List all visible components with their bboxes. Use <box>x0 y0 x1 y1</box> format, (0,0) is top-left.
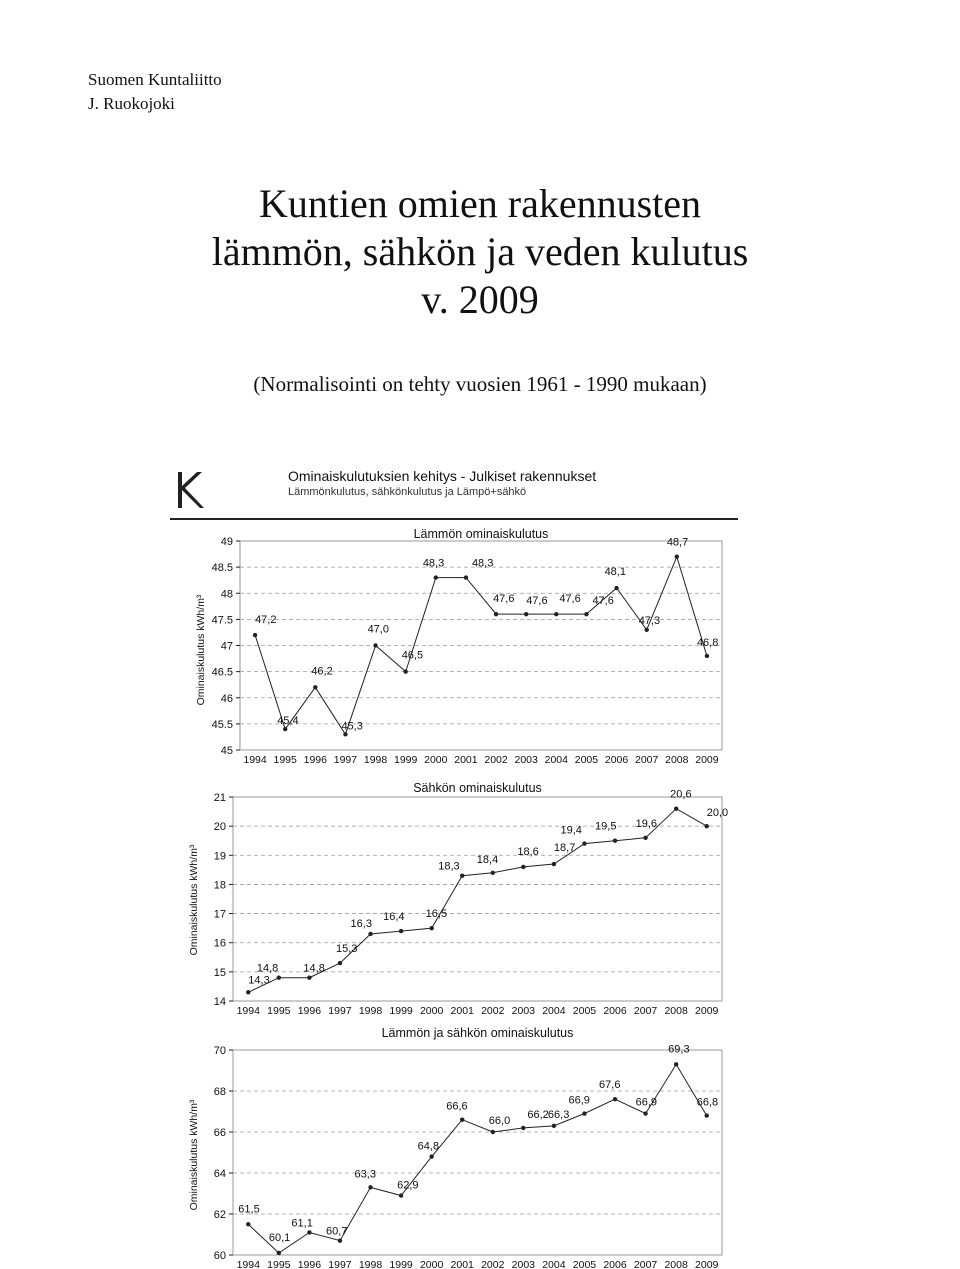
data-label: 48,7 <box>666 536 689 549</box>
data-point <box>584 612 588 616</box>
data-label: 46,5 <box>401 649 424 662</box>
x-tick-label: 2006 <box>603 1005 627 1017</box>
x-tick-label: 2004 <box>542 1005 566 1017</box>
data-point <box>613 1097 617 1101</box>
data-point <box>705 1113 709 1117</box>
x-tick-label: 1997 <box>328 1005 352 1017</box>
data-point <box>338 1238 342 1242</box>
data-label: 62,9 <box>397 1179 419 1192</box>
x-tick-label: 1995 <box>267 1259 291 1269</box>
data-point <box>368 1185 372 1189</box>
data-label: 66,6 <box>446 1100 468 1113</box>
y-axis-label: Ominaiskulutus kWh/m³ <box>195 594 207 706</box>
x-tick-label: 2000 <box>424 754 448 766</box>
y-tick-label: 17 <box>213 908 226 921</box>
y-axis-label: Ominaiskulutus kWh/m³ <box>188 1099 200 1211</box>
data-point <box>705 654 709 658</box>
series-line <box>248 1064 706 1253</box>
data-label: 47,3 <box>638 614 661 627</box>
x-tick-label: 1998 <box>358 1259 383 1269</box>
y-tick-label: 68 <box>213 1086 226 1098</box>
data-point <box>373 643 377 647</box>
data-point <box>614 586 618 590</box>
data-point <box>491 1130 495 1134</box>
data-label: 47,6 <box>559 593 581 606</box>
data-point <box>521 865 525 869</box>
data-label: 63,3 <box>354 1168 376 1181</box>
data-point <box>399 1193 403 1197</box>
data-label: 18,3 <box>438 860 460 873</box>
data-point <box>674 1062 678 1066</box>
y-tick-label: 45 <box>220 745 233 757</box>
data-label: 66,3 <box>547 1108 570 1121</box>
data-point <box>613 839 617 843</box>
data-label: 20,0 <box>706 807 729 820</box>
data-point <box>552 862 556 866</box>
y-tick-label: 20 <box>213 821 226 834</box>
x-tick-label: 1994 <box>236 1259 260 1269</box>
data-label: 66,0 <box>488 1115 511 1127</box>
data-point <box>277 975 281 979</box>
data-label: 66,8 <box>696 1096 719 1109</box>
y-tick-label: 66 <box>213 1127 226 1139</box>
x-tick-label: 2005 <box>574 754 599 766</box>
y-tick-label: 49 <box>220 536 233 548</box>
x-tick-label: 2003 <box>511 1259 536 1269</box>
data-point <box>253 633 257 637</box>
x-tick-label: 2006 <box>603 1259 627 1269</box>
x-tick-label: 2006 <box>604 754 629 766</box>
data-label: 67,6 <box>599 1079 621 1092</box>
data-point <box>582 841 586 845</box>
y-tick-label: 46.5 <box>211 666 233 679</box>
y-tick-label: 19 <box>213 850 226 863</box>
data-point <box>338 961 342 965</box>
data-point <box>429 1154 433 1158</box>
x-tick-label: 2002 <box>484 754 508 766</box>
data-point <box>434 575 438 579</box>
y-tick-label: 15 <box>213 966 226 979</box>
data-point <box>368 932 372 936</box>
data-point <box>283 727 287 731</box>
x-tick-label: 1998 <box>358 1005 383 1017</box>
x-tick-label: 1999 <box>389 1259 413 1269</box>
x-tick-label: 1996 <box>303 754 327 766</box>
data-point <box>524 612 528 616</box>
figure-subtitle: Lämmönkulutus, sähkönkulutus ja Lämpö+sähkö <box>288 486 527 498</box>
x-tick-label: 2008 <box>665 754 689 766</box>
x-tick-label: 1994 <box>236 1005 260 1017</box>
data-point <box>460 873 464 877</box>
title-line-2: lämmön, sähkön ja veden kulutus <box>211 229 749 274</box>
data-label: 16,3 <box>350 917 372 930</box>
x-tick-label: 1996 <box>297 1005 322 1017</box>
y-tick-label: 47 <box>220 640 233 653</box>
x-tick-label: 2002 <box>481 1005 505 1017</box>
y-axis-label: Ominaiskulutus kWh/m³ <box>188 844 200 956</box>
data-point <box>403 669 407 673</box>
x-tick-label: 1997 <box>328 1259 352 1269</box>
data-label: 20,6 <box>670 788 692 801</box>
y-tick-label: 48.5 <box>211 562 233 575</box>
data-label: 60,1 <box>268 1231 291 1244</box>
x-tick-label: 2005 <box>572 1259 597 1269</box>
data-point <box>343 732 347 736</box>
data-label: 19,6 <box>635 817 658 830</box>
x-tick-label: 1995 <box>273 754 297 766</box>
y-tick-label: 14 <box>213 996 226 1008</box>
data-point <box>246 990 250 994</box>
x-tick-label: 1995 <box>267 1005 291 1017</box>
data-label: 66,9 <box>635 1096 658 1109</box>
data-label: 64,8 <box>417 1140 440 1153</box>
y-tick-label: 64 <box>213 1168 226 1180</box>
data-label: 47,0 <box>367 623 389 636</box>
x-tick-label: 2002 <box>481 1259 505 1269</box>
x-tick-label: 2001 <box>454 754 478 766</box>
data-point <box>399 929 403 933</box>
x-tick-label: 2004 <box>542 1259 566 1269</box>
data-label: 48,3 <box>422 557 445 570</box>
x-tick-label: 2009 <box>695 754 719 766</box>
data-point <box>460 1118 464 1122</box>
title-line-3: v. 2009 <box>421 277 539 322</box>
data-point <box>552 1124 556 1128</box>
x-tick-label: 1994 <box>243 754 267 766</box>
x-tick-label: 2000 <box>419 1005 444 1017</box>
y-tick-label: 21 <box>213 792 226 804</box>
data-label: 18,6 <box>517 845 539 858</box>
x-tick-label: 2001 <box>450 1259 474 1269</box>
x-tick-label: 1999 <box>389 1005 413 1017</box>
x-tick-label: 2009 <box>695 1005 719 1017</box>
data-label: 14,3 <box>248 974 270 987</box>
y-tick-label: 70 <box>213 1045 226 1057</box>
organization-name: Suomen Kuntaliitto <box>88 70 222 89</box>
y-tick-label: 60 <box>213 1250 226 1262</box>
x-tick-label: 2004 <box>544 754 568 766</box>
data-label: 66,2 <box>527 1108 549 1121</box>
data-point <box>246 1222 250 1226</box>
x-tick-label: 2007 <box>635 754 659 766</box>
data-point <box>521 1126 525 1130</box>
data-point <box>582 1111 586 1115</box>
x-tick-label: 2008 <box>664 1259 688 1269</box>
x-tick-label: 2003 <box>514 754 538 766</box>
data-point <box>491 871 495 875</box>
data-point <box>705 824 709 828</box>
data-point <box>554 612 558 616</box>
data-label: 66,9 <box>568 1094 590 1107</box>
data-point <box>644 628 648 632</box>
y-tick-label: 46 <box>220 692 233 705</box>
data-label: 45,3 <box>341 720 363 733</box>
data-point <box>643 1111 647 1115</box>
chart-title: Lämmön ja sähkön ominaiskulutus <box>381 1026 574 1040</box>
x-tick-label: 2007 <box>633 1259 658 1269</box>
data-point <box>429 926 433 930</box>
data-point <box>674 806 678 810</box>
y-tick-label: 45.5 <box>211 718 233 731</box>
data-label: 61,5 <box>238 1203 260 1216</box>
data-label: 19,4 <box>560 824 582 837</box>
data-label: 61,1 <box>291 1217 313 1230</box>
data-label: 47,6 <box>526 595 548 608</box>
data-label: 60,7 <box>325 1225 348 1238</box>
x-tick-label: 1996 <box>297 1259 322 1269</box>
data-point <box>307 975 311 979</box>
data-label: 14,8 <box>256 962 279 975</box>
y-tick-label: 48 <box>220 588 233 601</box>
document-subtitle: (Normalisointi on tehty vuosien 1961 - 1990 mukaan) <box>253 372 707 396</box>
y-tick-label: 47.5 <box>211 614 233 627</box>
data-label: 16,4 <box>383 911 405 924</box>
x-tick-label: 2005 <box>572 1005 597 1017</box>
data-point <box>313 685 317 689</box>
x-tick-label: 1999 <box>394 754 418 766</box>
data-label: 46,2 <box>311 665 333 678</box>
x-tick-label: 1997 <box>333 754 358 766</box>
data-label: 18,4 <box>476 853 499 866</box>
x-tick-label: 2000 <box>419 1259 444 1269</box>
title-line-1: Kuntien omien rakennusten <box>258 181 702 226</box>
data-label: 48,1 <box>604 566 626 579</box>
y-tick-label: 62 <box>213 1209 226 1221</box>
data-label: 15,3 <box>335 943 358 956</box>
x-tick-label: 2008 <box>664 1005 688 1017</box>
chart-title: Lämmön ominaiskulutus <box>413 527 549 541</box>
chart-title: Sähkön ominaiskulutus <box>413 781 542 795</box>
data-label: 47,6 <box>592 595 614 608</box>
data-label: 18,7 <box>553 842 576 855</box>
x-tick-label: 2003 <box>511 1005 536 1017</box>
data-label: 45,4 <box>277 715 299 728</box>
y-tick-label: 16 <box>213 937 226 950</box>
figure-title: Ominaiskulutuksien kehitys - Julkiset rakennukset <box>288 468 597 484</box>
data-label: 69,3 <box>668 1043 690 1056</box>
data-point <box>307 1230 311 1234</box>
x-tick-label: 2009 <box>695 1259 719 1269</box>
data-point <box>675 554 679 558</box>
author-name: J. Ruokojoki <box>88 94 175 113</box>
data-point <box>464 575 468 579</box>
data-label: 46,8 <box>696 636 719 649</box>
data-point <box>643 836 647 840</box>
data-label: 19,5 <box>595 820 617 833</box>
x-tick-label: 2007 <box>633 1005 658 1017</box>
data-label: 14,8 <box>303 962 325 975</box>
x-tick-label: 1998 <box>363 754 388 766</box>
data-label: 48,3 <box>471 557 494 570</box>
data-label: 47,2 <box>255 614 277 627</box>
data-point <box>277 1251 281 1255</box>
data-point <box>494 612 498 616</box>
data-label: 47,6 <box>493 593 515 606</box>
y-tick-label: 18 <box>213 879 226 892</box>
data-label: 16,5 <box>425 908 448 921</box>
x-tick-label: 2001 <box>450 1005 474 1017</box>
